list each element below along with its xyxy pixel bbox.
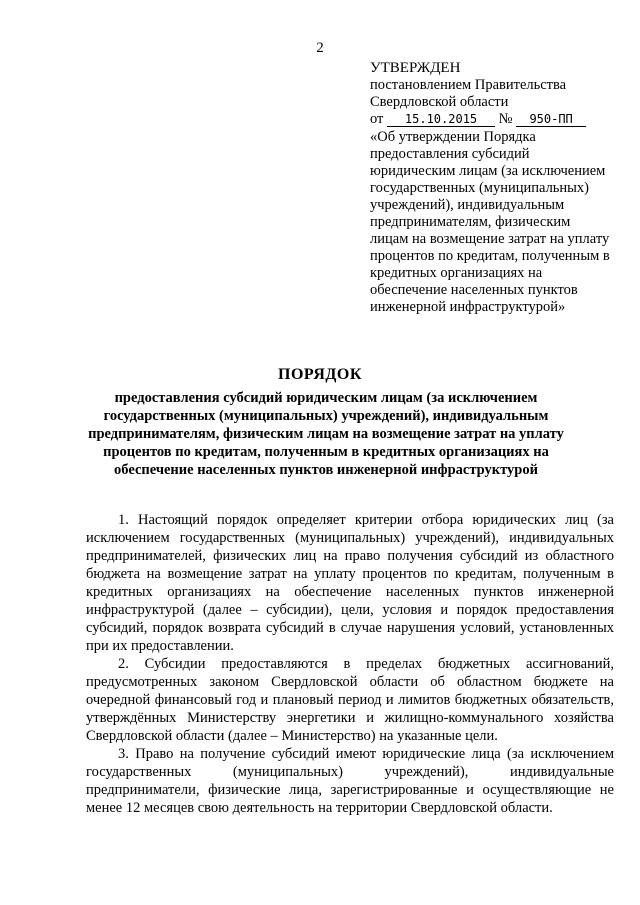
- paragraph-3: 3. Право на получение субсидий имеют юридические лица (за исключением государственных (муниципальных) учреждений), индивидуальные предприниматели, физические лица, зарегистрированные и осуществляющие не менее 12 месяцев свою деятельность на территории Свердловской области.: [86, 746, 614, 816]
- document-subtitle: предоставления субсидий юридическим лицам (за исключением государственных (муниципальных) учреждений), индивидуальным предпринимателям, физическим лицам на возмещение затрат на уплату процентов по кредитам, полученным в кредитных организациях на обеспечение населенных пунктов инженерной инфраструктурой: [88, 390, 564, 478]
- approval-line-2: Свердловской области: [370, 94, 509, 110]
- approval-heading: УТВЕРЖДЕН: [370, 60, 461, 76]
- paragraph-1: 1. Настоящий порядок определяет критерии отбора юридических лиц (за исключением государственных (муниципальных) учреждений), индивидуальных предпринимателей, физических лиц на право получения субсидий из областного бюджета на возмещение затрат на уплату процентов по кредитам, полученным в кредитных организациях на обеспечение населенных пунктов инженерной инфраструктурой (далее – субсидии), цели, условия и порядок предоставления субсидий, порядок возврата субсидий в случае нарушения условий, установленных при их предоставлении.: [86, 512, 614, 654]
- document-body: [86, 511, 614, 817]
- date-prefix: от: [370, 111, 384, 127]
- approval-line-1: постановлением Правительства: [370, 77, 567, 93]
- page-number: 2: [316, 40, 324, 56]
- approval-date: 15.10.2015: [387, 112, 495, 127]
- paragraph-2: 2. Субсидии предоставляются в пределах бюджетных ассигнований, предусмотренных законом Свердловской области об областном бюджете на очередной финансовый год и плановый период и лимитов бюджетных обязательств, утверждённых Министерству энергетики и жилищно-коммунального хозяйства Свердловской области (далее – Министерство) на указанные цели.: [86, 656, 614, 744]
- approval-subject: «Об утверждении Порядка предоставления субсидий юридическим лицам (за исключением государственных (муниципальных) учреждений), индивидуальным предпринимателям, физическим лицам на возмещение затрат на уплату процентов по кредитам, полученным в кредитных организациях на обеспечение населенных пунктов инженерной инфраструктурой»: [370, 129, 610, 315]
- approval-block: [370, 60, 610, 316]
- document-title: ПОРЯДОК: [278, 366, 362, 383]
- approval-number: 950-ПП: [516, 112, 586, 127]
- approval-date-line: [370, 111, 610, 128]
- number-prefix: №: [498, 111, 513, 127]
